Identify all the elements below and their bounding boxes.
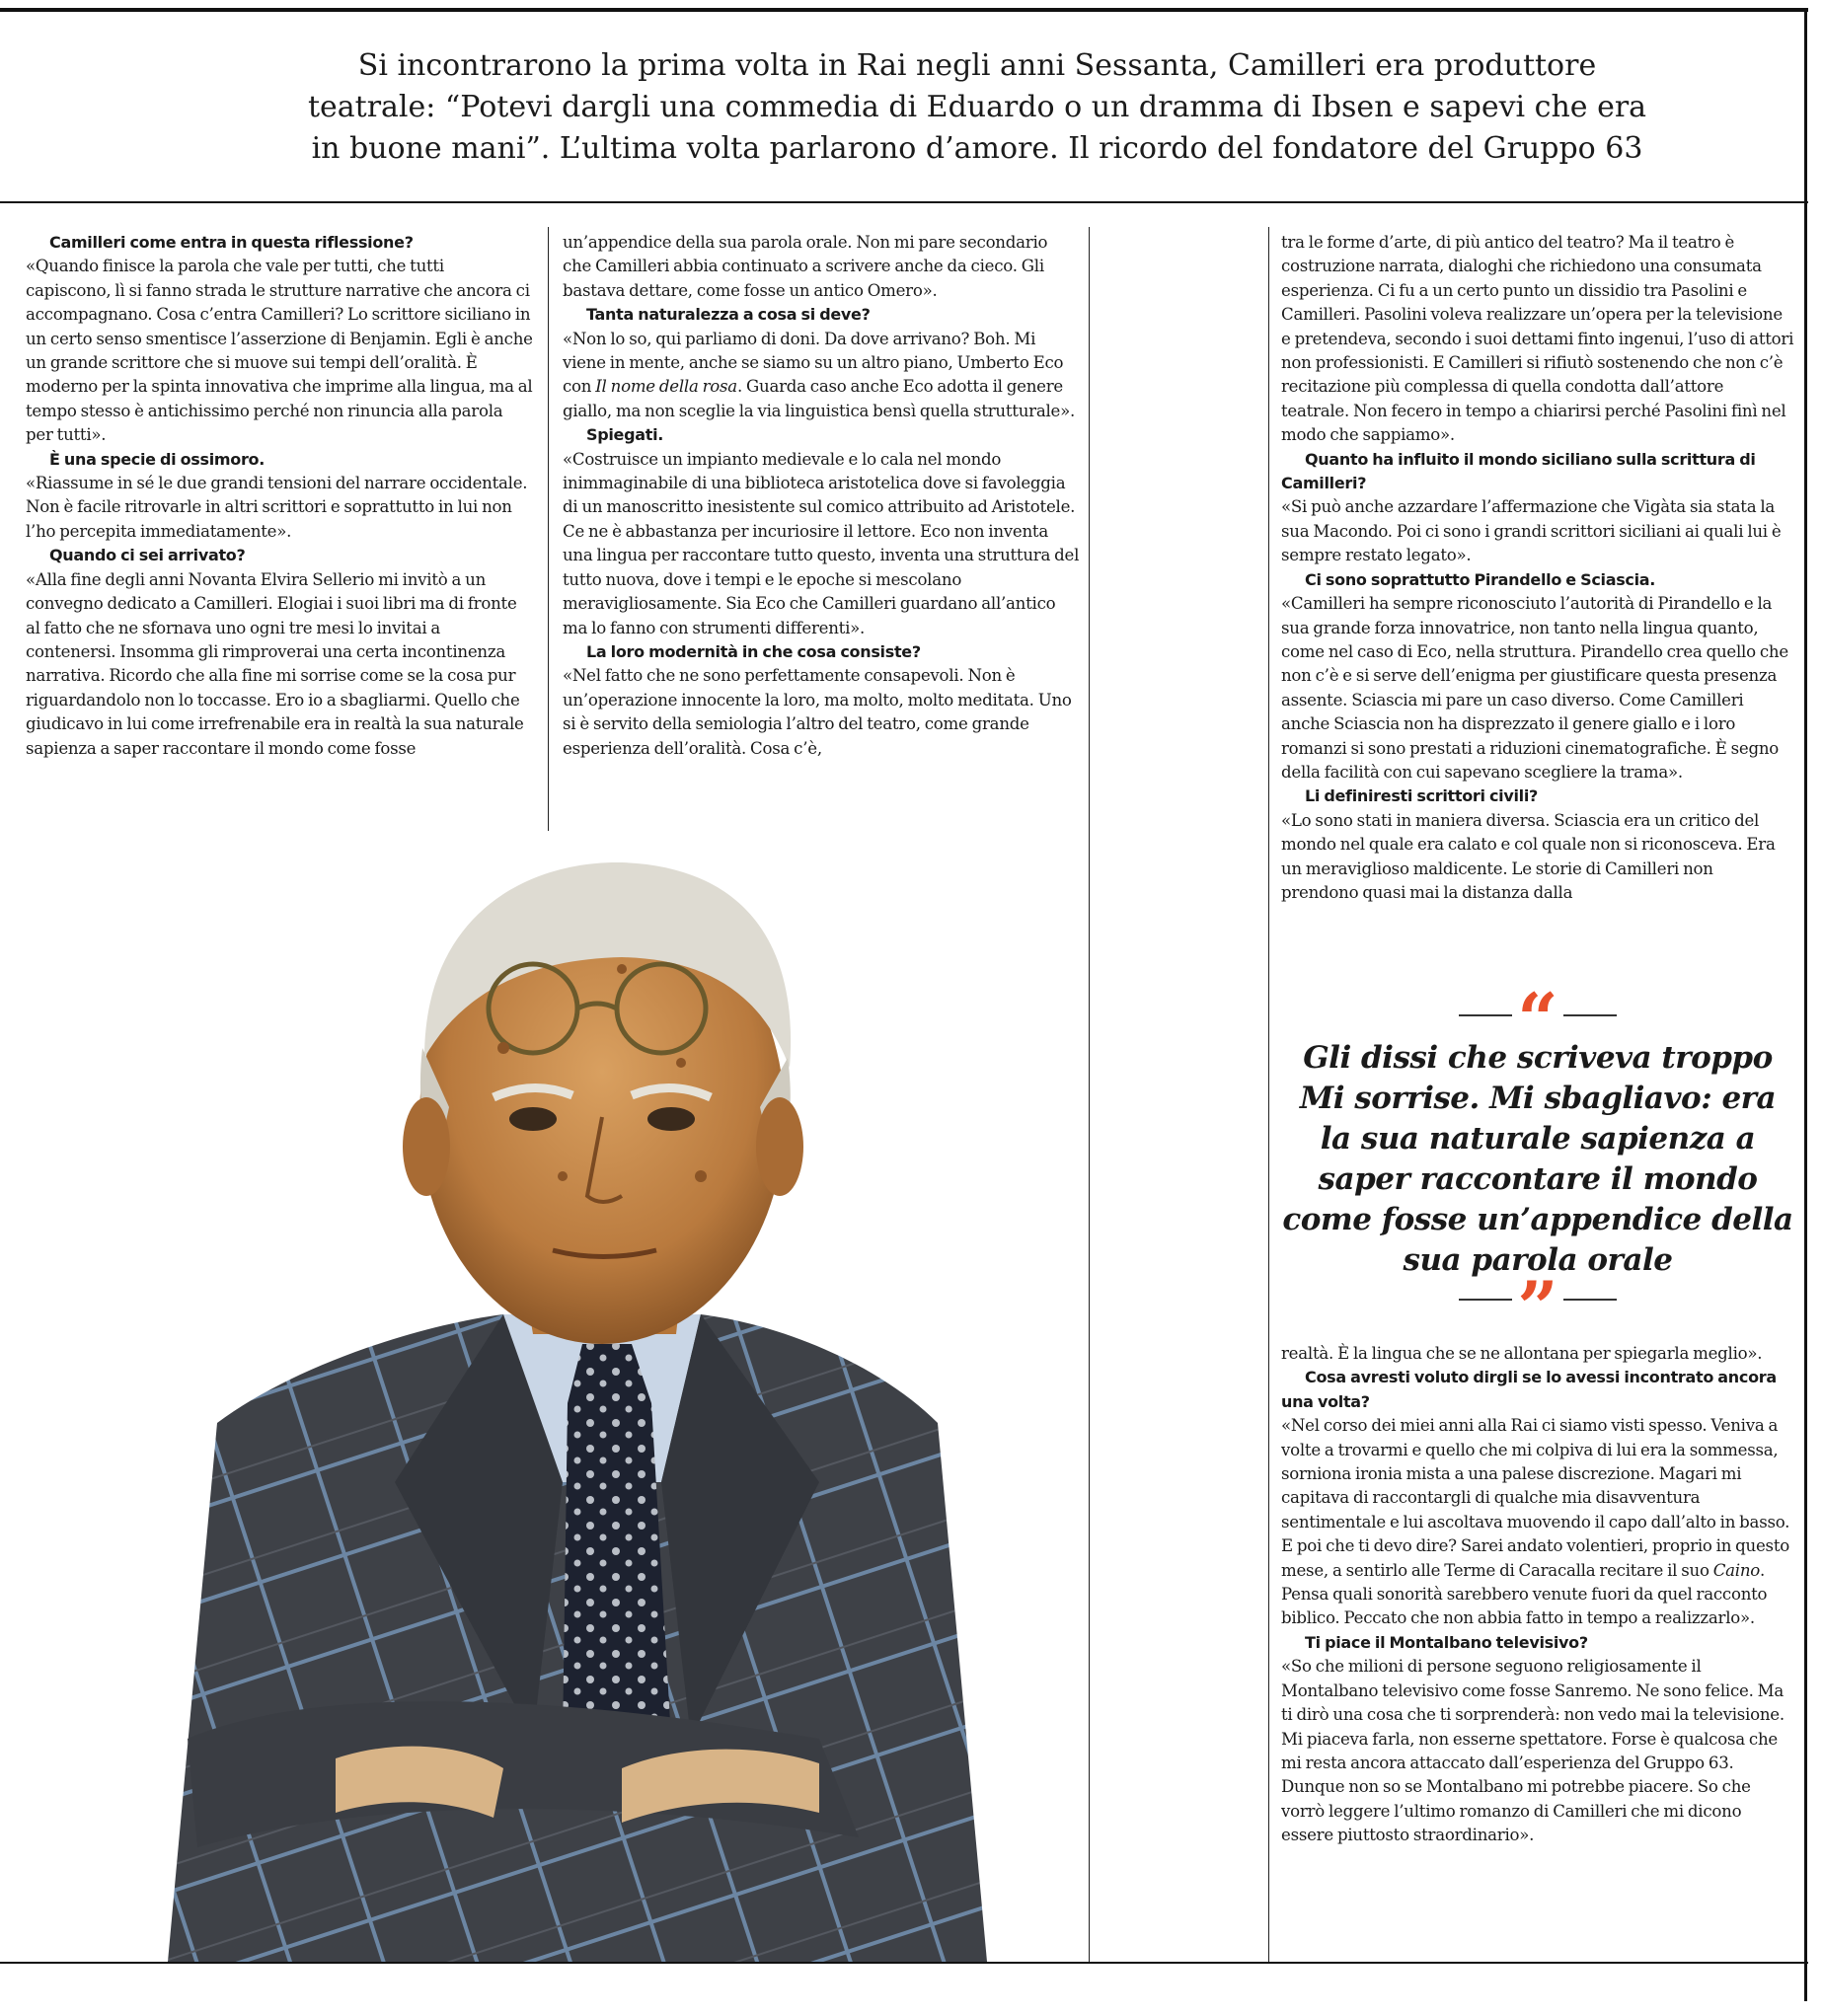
answer-text: . Pensa quali sonorità sarebbero venute fuori da quel racconto biblico. Peccato che non abbia fatto in tempo a realizzarlo».: [1281, 1560, 1768, 1628]
interview-question: Quando ci sei arrivato?: [49, 546, 246, 565]
interview-question: Li definiresti scrittori civili?: [1305, 786, 1538, 806]
bottom-rule: [0, 1962, 1808, 1964]
interview-question: Cosa avresti voluto dirgli se lo avessi incontrato ancora una volta?: [1281, 1368, 1777, 1411]
interview-answer: un’appendice della sua parola orale. Non mi pare secondario che Camilleri abbia continuato a scrivere anche da cieco. Gli bastava dettare, come fosse un antico Omero».: [563, 233, 1048, 300]
interview-question: La loro modernità in che cosa consiste?: [586, 641, 921, 661]
answer-text: «Nel corso dei miei anni alla Rai ci siamo visti spesso. Veniva a volte a trovarmi e quello che mi colpiva di lui era la sommessa, sorniona ironia mista a una palese discrezione. Magari mi capitava di raccontargli di qualche mia disavventura sentimentale e lui ascoltava muovendo il capo dall’alto in basso. E poi che ti devo dire? Sarei andato volentieri, proprio in questo mese, a sentirlo alle Terme di Caracalla recitare il suo: [1281, 1416, 1790, 1580]
interview-answer: «Alla fine degli anni Novanta Elvira Sellerio mi invitò a un convegno dedicato a Camilleri. Elogiai i suoi libri ma di fronte al fatto che ne sfornava uno ogni tre mesi lo invitai a contenersi. Insomma gli rimproverai una certa incontinenza narrativa. Ricordo che alla fine mi sorrise come se la cosa pur riguardandolo non lo toccasse. Ero io a sbagliarmi. Quello che giudicavo in lui come irrefrenabile era in realtà la sua naturale sapienza a saper raccontare il mondo come fosse: [26, 569, 524, 758]
interview-answer: «Nel fatto che ne sono perfettamente consapevoli. Non è un’operazione innocente la loro, ma molto, molto meditata. Uno si è servito della semiologia l’altro del teatro, come grande esperienza dell’oralità. Cosa c’è,: [563, 666, 1072, 758]
interview-answer: «Quando finisce la parola che vale per tutti, che tutti capiscono, lì si fanno strada le strutture narrative che ancora ci accompagnano. Cosa c’entra Camilleri? Lo scrittore siciliano in un certo senso smentisce l’asserzione di Benjamin. Egli è anche un grande scrittore che si muove sui tempi dell’oralità. È moderno per la spinta innovativa che imprime alla lingua, ma al tempo stesso è antichissimo perché non rinuncia alla parola per tutti».: [26, 257, 533, 445]
answer-text: «Non lo so, qui parliamo di doni. Da dove arrivano? Boh. Mi viene in mente, anche se siamo su un altro piano, Umberto Eco con: [563, 329, 1064, 397]
open-quote-icon: “: [1517, 977, 1558, 1061]
interview-answer: «Camilleri ha sempre riconosciuto l’autorità di Pirandello e la sua grande forza innovatrice, non tanto nella lingua quanto, come nel caso di Eco, nella struttura. Pirandello crea quello che non c’è e si serve dell’enigma per giustificare questa presenza assente. Sciascia mi pare un caso diverso. Come Camilleri anche Sciascia non ha disprezzato il genere giallo e i loro romanzi si sono prestati a riduzioni cinematografiche. È segno della facilità con cui sapevano scegliere la trama».: [1281, 594, 1788, 782]
article-column-3-top: [1281, 231, 1794, 905]
interview-question: È una specie di ossimoro.: [49, 449, 266, 469]
right-frame-rule: [1804, 8, 1807, 2001]
column-rule: [1268, 227, 1269, 1962]
work-title: Caino: [1712, 1560, 1761, 1580]
interview-answer: «Si può anche azzardare l’affermazione che Vigàta sia stata la sua Macondo. Poi ci sono i grandi scrittori siciliani ai quali lui è sempre restato legato».: [1281, 497, 1782, 565]
interview-answer: tra le forme d’arte, di più antico del teatro? Ma il teatro è costruzione narrata, dialoghi che richiedono una consumata esperienza. Ci fu a un certo punto un dissidio tra Pasolini e Camilleri. Pasolini voleva realizzare un’opera per la televisione e pretendeva, secondo i suoi dettami finto ingenui, l’uso di attori non professionisti. E Camilleri si rifiutò sostenendo che non c’è recitazione più complessa di quella condotta dall’attore teatrale. Non fecero in tempo a chiarirsi perché Pasolini finì nel modo che sappiamo».: [1281, 233, 1794, 445]
interview-answer: [563, 328, 1080, 424]
portrait-illustration: [69, 851, 1076, 1962]
column-rule: [1089, 227, 1090, 1962]
interview-answer: «So che milioni di persone seguono religiosamente il Montalbano televisivo come fosse Sanremo. Ne sono felice. Ma ti dirò una cosa che ti sorprenderà: non vedo mai la televisione. Mi piaceva farla, non esserne spettatore. Forse è qualcosa che mi resta ancora attaccato dall’esperienza del Gruppo 63. Dunque non so se Montalbano mi potrebbe piacere. So che vorrò leggere l’ultimo romanzo di Camilleri che mi dicono essere piuttosto straordinario».: [1281, 1657, 1785, 1845]
interview-question: Tanta naturalezza a cosa si deve?: [586, 305, 871, 325]
interview-question: Ci sono soprattutto Pirandello e Sciascia.: [1305, 569, 1656, 589]
pull-quote: [1281, 977, 1794, 1349]
interview-answer: «Costruisce un impianto medievale e lo cala nel mondo inimmaginabile di una biblioteca aristotelica dove si favoleggia di un manoscritto inesistente sul comico attribuito ad Aristotele. Ce ne è abbastanza per incuriosire il lettore. Eco non inventa una lingua per raccontare tutto questo, inventa una struttura del tutto nuova, dove i tempi e le epoche si mescolano meravigliosamente. Sia Eco che Camilleri guardano all’antico ma lo fanno con strumenti differenti».: [563, 449, 1080, 637]
interview-question: Camilleri come entra in questa riflessione?: [49, 233, 414, 252]
interview-answer: «Lo sono stati in maniera diversa. Sciascia era un critico del mondo nel quale era calato e col quale non si riconosceva. Era un meraviglioso maldicente. Le storie di Camilleri non prendono quasi mai la distanza dalla: [1281, 810, 1776, 902]
interview-question: Ti piace il Montalbano televisivo?: [1305, 1632, 1588, 1652]
interview-answer: realtà. È la lingua che se ne allontana per spiegarla meglio».: [1281, 1344, 1763, 1363]
interview-answer: «Riassume in sé le due grandi tensioni del narrare occidentale. Non è facile ritrovarle in altri scrittori e soprattutto in lui non l’ho percepita immediatamente».: [26, 474, 528, 541]
book-title: Il nome della rosa: [595, 377, 737, 397]
interview-answer: [1281, 1414, 1794, 1631]
pull-quote-text: Gli dissi che scriveva troppo Mi sorrise. Mi sbagliavo: era la sua naturale sapienza a saper raccontare il mondo come fosse un’appendice della sua parola orale: [1282, 1040, 1793, 1278]
column-rule: [548, 227, 549, 831]
answer-text: . Guarda caso anche Eco adotta il genere giallo, ma non sceglie la via linguistica bensì quella strutturale».: [563, 377, 1076, 420]
article-deck: Si incontrarono la prima volta in Rai negli anni Sessanta, Camilleri era produttore teatrale: “Potevi dargli una commedia di Eduardo o un dramma di Ibsen e sapevi che era in buone mani”. L’ultima volta parlarono d’amore. Il ricordo del fondatore del Gruppo 63: [307, 48, 1647, 166]
article-column-1: [26, 231, 533, 761]
top-rule: [0, 8, 1808, 12]
interview-question: Spiegati.: [586, 425, 664, 445]
article-column-3-bottom: [1281, 1342, 1794, 1848]
deck-divider: [0, 201, 1808, 203]
article-column-2: [563, 231, 1080, 761]
close-quote-icon: ”: [1517, 1265, 1558, 1349]
interview-question: Quanto ha influito il mondo siciliano sulla scrittura di Camilleri?: [1281, 449, 1756, 493]
